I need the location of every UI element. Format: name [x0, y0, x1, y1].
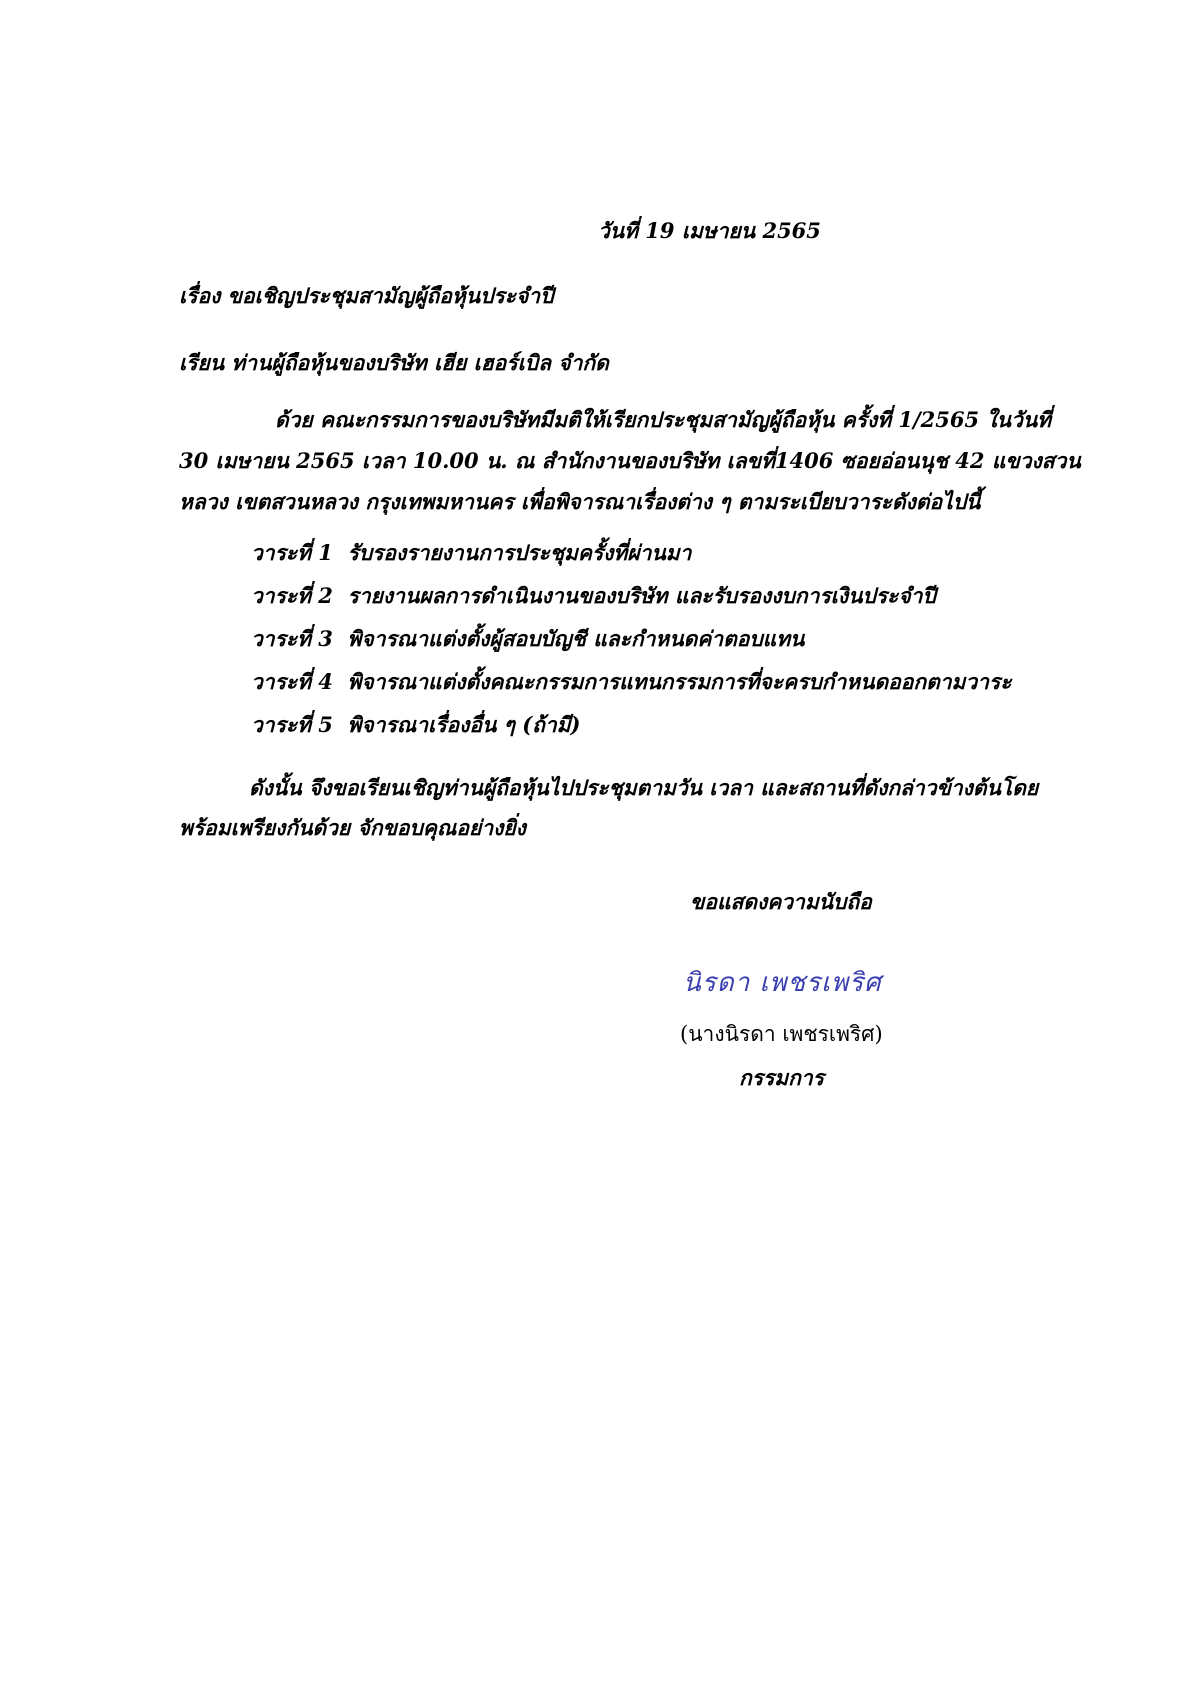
agenda-text: พิจารณาแต่งตั้งคณะกรรมการแทนกรรมการที่จะครบกำหนดออกตามวาระ	[347, 669, 1012, 694]
agenda-text: รายงานผลการดำเนินงานของบริษัท และรับรองงบการเงินประจำปี	[347, 583, 936, 608]
agenda-text: รับรองรายงานการประชุมครั้งที่ผ่านมา	[347, 540, 692, 565]
body-line: หลวง เขตสวนหลวง กรุงเทพมหานคร เพื่อพิจารณาเรื่องต่าง ๆ ตามระเบียบวาระดังต่อไปนี้	[179, 489, 981, 514]
signer-name: (นางนิรดา เพชรเพริศ)	[680, 1022, 883, 1046]
closing-line: ดังนั้น จึงขอเรียนเชิญท่านผู้ถือหุ้นไปประชุมตามวัน เวลา และสถานที่ดังกล่าวข้างต้นโดย	[249, 775, 1039, 800]
agenda-label: วาระที่ 5	[251, 712, 333, 737]
sign-off: ขอแสดงความนับถือ	[690, 889, 872, 914]
body-line: 30 เมษายน 2565 เวลา 10.00 น. ณ สำนักงานของบริษัท เลขที่1406 ซอยอ่อนนุช 42 แขวงสวน	[179, 448, 1081, 473]
signer-title: กรรมการ	[739, 1065, 824, 1090]
agenda-label: วาระที่ 3	[251, 626, 333, 651]
handwritten-signature: นิรดา เพชรเพริศ	[683, 968, 882, 998]
agenda-item	[251, 582, 1012, 610]
agenda-label: วาระที่ 2	[251, 583, 333, 608]
letter-subject: เรื่อง ขอเชิญประชุมสามัญผู้ถือหุ้นประจำปี	[179, 283, 554, 308]
agenda-list	[251, 539, 1012, 754]
closing-paragraph	[179, 774, 1039, 842]
agenda-item	[251, 539, 1012, 567]
letter-recipient: เรียน ท่านผู้ถือหุ้นของบริษัท เฮีย เฮอร์เบิล จำกัด	[179, 350, 609, 375]
body-paragraph	[179, 406, 1081, 516]
body-line: ด้วย คณะกรรมการของบริษัทมีมติให้เรียกประชุมสามัญผู้ถือหุ้น ครั้งที่ 1/2565 ในวันที่	[275, 407, 1052, 432]
closing-line: พร้อมเพรียงกันด้วย จักขอบคุณอย่างยิ่ง	[179, 815, 526, 840]
agenda-label: วาระที่ 1	[251, 540, 333, 565]
agenda-item	[251, 711, 1012, 739]
agenda-item	[251, 668, 1012, 696]
agenda-label: วาระที่ 4	[251, 669, 333, 694]
agenda-item	[251, 625, 1012, 653]
agenda-text: พิจารณาเรื่องอื่น ๆ (ถ้ามี)	[347, 712, 581, 737]
letter-date: วันที่ 19 เมษายน 2565	[598, 218, 821, 243]
agenda-text: พิจารณาแต่งตั้งผู้สอบบัญชี และกำหนดค่าตอบแทน	[347, 626, 805, 651]
